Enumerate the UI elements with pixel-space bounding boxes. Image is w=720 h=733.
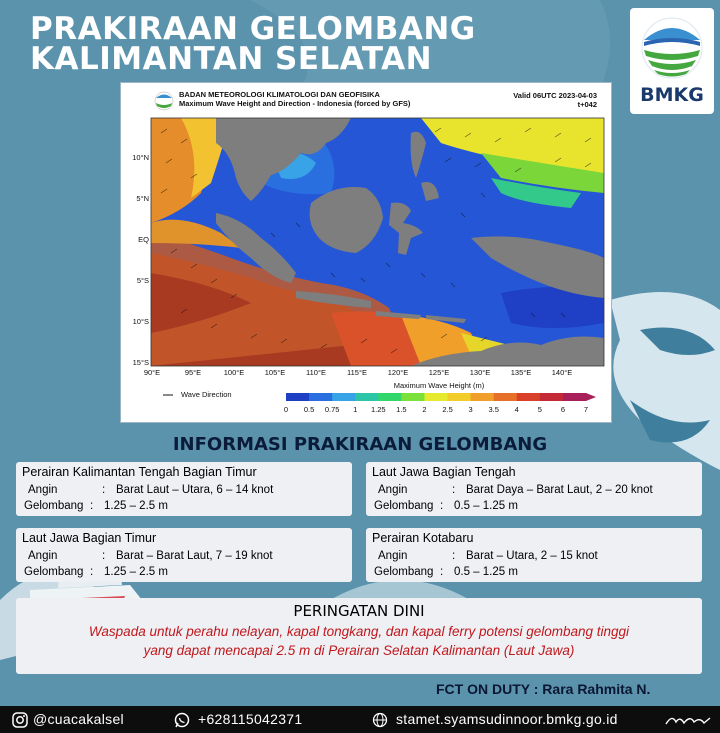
phone-number[interactable]: +628115042371 xyxy=(198,711,303,727)
lat-label: EQ xyxy=(138,235,149,244)
colorbar-segment xyxy=(517,393,541,401)
gelombang-row xyxy=(24,500,168,512)
colorbar-tick: 1 xyxy=(353,405,358,414)
colorbar-segment xyxy=(355,393,379,401)
angin-row xyxy=(378,550,598,562)
colorbar-tick: 6 xyxy=(560,405,565,414)
separator: : xyxy=(440,500,444,512)
colorbar-tick: 7 xyxy=(583,405,589,414)
colorbar-segment xyxy=(401,393,425,401)
gelombang-row xyxy=(374,500,518,512)
area-name: Perairan Kalimantan Tengah Bagian Timur xyxy=(22,465,257,479)
colorbar-tick: 2 xyxy=(422,405,427,414)
separator: : xyxy=(102,484,106,496)
colorbar xyxy=(286,393,596,401)
map-subtitle: Maximum Wave Height and Direction - Indonesia (forced by GFS) xyxy=(179,99,411,108)
lat-label: 10°S xyxy=(132,317,149,326)
lat-label: 10°N xyxy=(132,153,149,162)
info-heading: INFORMASI PRAKIRAAN GELOMBANG xyxy=(172,434,548,455)
gelombang-label: Gelombang xyxy=(24,500,84,512)
map-step: t+042 xyxy=(577,100,597,109)
angin-label: Angin xyxy=(28,550,58,562)
area-name: Laut Jawa Bagian Timur xyxy=(22,531,157,545)
colorbar-segment xyxy=(309,393,333,401)
gelombang-row xyxy=(374,566,518,578)
area-name: Laut Jawa Bagian Tengah xyxy=(372,465,516,479)
warning-line-1: Waspada untuk perahu nelayan, kapal tongkang, dan kapal ferry potensi gelombang tinggi xyxy=(88,624,630,639)
signature-icon xyxy=(664,712,712,728)
bmkg-logo xyxy=(630,8,714,114)
area-name: Perairan Kotabaru xyxy=(372,531,474,545)
colorbar-tick: 0.5 xyxy=(303,405,315,414)
lon-label: 105°E xyxy=(264,368,286,377)
gelombang-label: Gelombang xyxy=(374,566,434,578)
website-link[interactable]: stamet.syamsudinnoor.bmkg.go.id xyxy=(396,711,618,727)
instagram-icon xyxy=(12,712,28,728)
lat-label: 5°S xyxy=(136,276,149,285)
fct-on-duty: FCT ON DUTY : Rara Rahmita N. xyxy=(436,681,651,697)
lon-label: 110°E xyxy=(306,368,326,377)
angin-value: Barat Laut – Utara, 6 – 14 knot xyxy=(116,484,274,496)
warning-box xyxy=(16,598,702,674)
colorbar-segment xyxy=(540,393,564,401)
colorbar-title: Maximum Wave Height (m) xyxy=(393,381,485,390)
lon-label: 135°E xyxy=(510,368,532,377)
gelombang-row xyxy=(24,566,168,578)
forecast-card xyxy=(16,528,352,582)
colorbar-tick: 1.25 xyxy=(370,405,386,414)
lon-label: 130°E xyxy=(469,368,491,377)
lat-label: 5°N xyxy=(136,194,149,203)
colorbar-tick: 0.75 xyxy=(324,405,340,414)
gelombang-value: 0.5 – 1.25 m xyxy=(454,566,518,578)
separator: : xyxy=(452,484,456,496)
forecast-card xyxy=(16,462,352,516)
warning-text xyxy=(16,622,702,660)
map-org: BADAN METEOROLOGI KLIMATOLOGI DAN GEOFISIKA xyxy=(179,90,380,99)
angin-label: Angin xyxy=(28,484,58,496)
gelombang-label: Gelombang xyxy=(374,500,434,512)
angin-value: Barat – Utara, 2 – 15 knot xyxy=(466,550,598,562)
bmkg-mini-logo-icon xyxy=(155,92,173,110)
colorbar-tick: 2.5 xyxy=(442,405,453,414)
separator: : xyxy=(102,550,106,562)
wave-direction-legend: Wave Direction xyxy=(181,390,232,399)
forecast-card xyxy=(366,528,702,582)
colorbar-segment xyxy=(471,393,495,401)
forecast-card xyxy=(366,462,702,516)
bmkg-logo-icon xyxy=(630,8,714,84)
angin-row xyxy=(28,484,273,496)
gelombang-label: Gelombang xyxy=(24,566,84,578)
lon-label: 95°E xyxy=(184,368,202,377)
angin-row xyxy=(378,484,653,496)
separator: : xyxy=(440,566,444,578)
angin-label: Angin xyxy=(378,484,408,496)
separator: : xyxy=(90,500,94,512)
whatsapp-icon xyxy=(174,712,190,728)
warning-title: PERINGATAN DINI xyxy=(293,602,425,620)
colorbar-segment xyxy=(448,393,472,401)
wave-map xyxy=(120,82,612,423)
lon-label: 140°E xyxy=(551,368,573,377)
colorbar-segment xyxy=(332,393,356,401)
bmkg-logo-text: BMKG xyxy=(640,84,704,106)
colorbar-tick: 5 xyxy=(537,405,542,414)
colorbar-segment xyxy=(563,393,587,401)
angin-value: Barat Daya – Barat Laut, 2 – 20 knot xyxy=(466,484,653,496)
lon-label: 90°E xyxy=(143,368,161,377)
globe-icon xyxy=(372,712,388,728)
lon-label: 100°E xyxy=(223,368,245,377)
colorbar-tick: 3 xyxy=(468,405,473,414)
title-line-2: KALIMANTAN SELATAN xyxy=(30,41,433,77)
angin-row xyxy=(28,550,273,562)
colorbar-segment xyxy=(494,393,518,401)
lon-label: 115°E xyxy=(347,368,367,377)
colorbar-tick: 0 xyxy=(283,405,289,414)
footer xyxy=(0,706,720,733)
page-title xyxy=(30,11,476,77)
colorbar-tick: 3.5 xyxy=(488,405,499,414)
separator: : xyxy=(90,566,94,578)
instagram-handle[interactable]: @cuacakalsel xyxy=(33,711,124,727)
title-line-1: PRAKIRAAN GELOMBANG xyxy=(30,11,476,47)
gelombang-value: 1.25 – 2.5 m xyxy=(104,566,168,578)
colorbar-tick: 4 xyxy=(514,405,519,414)
map-valid: Valid 06UTC 2023-04-03 xyxy=(513,91,597,100)
angin-value: Barat – Barat Laut, 7 – 19 knot xyxy=(116,550,273,562)
colorbar-extend-arrow xyxy=(586,393,596,401)
colorbar-segment xyxy=(378,393,402,401)
gelombang-value: 1.25 – 2.5 m xyxy=(104,500,168,512)
angin-label: Angin xyxy=(378,550,408,562)
gelombang-value: 0.5 – 1.25 m xyxy=(454,500,518,512)
lon-label: 120°E xyxy=(387,368,409,377)
warning-line-2: yang dapat mencapai 2.5 m di Perairan Selatan Kalimantan (Laut Jawa) xyxy=(143,643,575,658)
colorbar-tick: 1.5 xyxy=(396,405,407,414)
colorbar-segment xyxy=(286,393,310,401)
lat-label: 15°S xyxy=(132,358,149,367)
lon-label: 125°E xyxy=(428,368,450,377)
separator: : xyxy=(452,550,456,562)
colorbar-segment xyxy=(424,393,448,401)
